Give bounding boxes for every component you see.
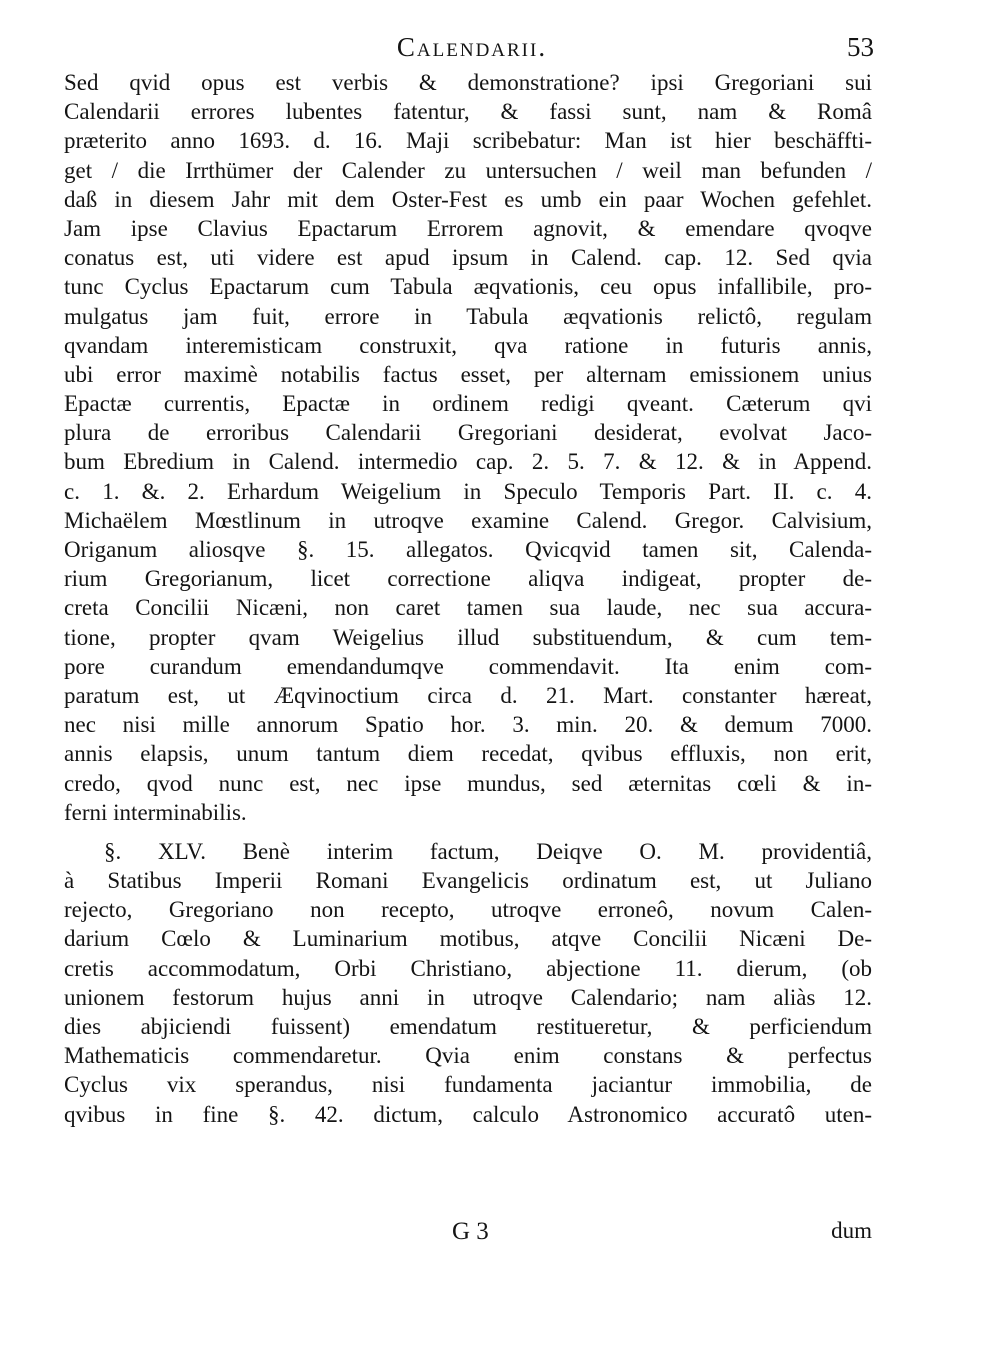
text-line: conatus est, uti videre est apud ipsum in Calend. cap. 12. Sed qvia: [64, 245, 872, 271]
text-line: rejecto, Gregoriano non recepto, utroqve erroneô, novum Calen-: [64, 897, 872, 923]
text-line: Calendarii errores lubentes fatentur, & fassi sunt, nam & Româ: [64, 99, 872, 125]
text-line: Mathematicis commendaretur. Qvia enim constans & perfectus: [64, 1043, 872, 1069]
text-line: ubi error maximè notabilis factus esset, per alternam emissionem unius: [64, 361, 872, 387]
text-line: Sed qvid opus est verbis & demonstratione? ipsi Gregoriani sui: [64, 70, 872, 95]
text-line: tunc Cyclus Epactarum cum Tabula æqvationis, ceu opus infallibile, pro-: [64, 274, 872, 300]
text-line: paratum est, ut Æqvinoctium circa d. 21. Mart. constanter hæreat,: [64, 682, 872, 708]
text-line: cretis accommodatum, Orbi Christiano, abjectione 11. dierum, (ob: [64, 955, 872, 981]
text-line: præterito anno 1693. d. 16. Maji scribebatur: Man ist hier beschäffti-: [64, 128, 872, 154]
section-heading-line: §. XLV. Benè interim factum, Deiqve O. M. providentiâ,: [104, 838, 872, 864]
text-line: darium Cœlo & Luminarium motibus, atqve Concilii Nicæni De-: [64, 926, 872, 952]
text-line: daß in diesem Jahr mit dem Oster-Fest es umb ein paar Wochen gefehlet.: [64, 186, 872, 212]
text-line: get / die Irrthümer der Calender zu untersuchen / weil man befunden /: [64, 157, 872, 183]
text-line: Origanum aliosqve §. 15. allegatos. Qvicqvid tamen sit, Calenda-: [64, 537, 872, 562]
running-head: [64, 32, 880, 68]
body-text: [64, 68, 872, 1129]
text-line: Jam ipse Clavius Epactarum Errorem agnovit, & emendare qvoqve: [64, 215, 872, 241]
text-line: Epactæ currentis, Epactæ in ordinem redigi qveant. Cæterum qvi: [64, 391, 872, 417]
signature-mark: G 3: [452, 1218, 489, 1245]
text-line: bum Ebredium in Calend. intermedio cap. 2. 5. 7. & 12. & in Append.: [64, 449, 872, 475]
text-line: tione, propter qvam Weigelius illud substituendum, & cum tem-: [64, 624, 872, 650]
text-line: Cyclus vix sperandus, nisi fundamenta jaciantur immobilia, de: [64, 1072, 872, 1098]
text-line: creta Concilii Nicæni, non caret tamen sua laude, nec sua accura-: [64, 595, 872, 621]
text-line: unionem festorum hujus anni in utroqve Calendario; nam aliàs 12.: [64, 984, 872, 1010]
paragraph-end-line: ferni interminabilis.: [64, 799, 247, 825]
text-line: qvandam interemisticam construxit, qva ratione in futuris annis,: [64, 332, 872, 358]
text-line: nec nisi mille annorum Spatio hor. 3. min. 20. & demum 7000.: [64, 712, 872, 738]
text-line: qvibus in fine §. 42. dictum, calculo Astronomico accuratô uten-: [64, 1101, 872, 1127]
text-line: annis elapsis, unum tantum diem recedat, qvibus effluxis, non erit,: [64, 741, 872, 767]
text-line: mulgatus jam fuit, errore in Tabula æqvationis relictô, regulam: [64, 303, 872, 329]
text-line: dies abjiciendi fuissent) emendatum restitueretur, & perficiendum: [64, 1014, 872, 1039]
page-number: 53: [847, 32, 874, 62]
catchword: dum: [831, 1218, 872, 1243]
text-line: Michaëlem Mœstlinum in utroqve examine Calend. Gregor. Calvisium,: [64, 507, 872, 533]
text-line: à Statibus Imperii Romani Evangelicis ordinatum est, ut Juliano: [64, 868, 872, 894]
text-line: pore curandum emendandumqve commendavit. Ita enim com-: [64, 653, 872, 679]
text-line: credo, qvod nunc est, nec ipse mundus, sed æternitas cœli & in-: [64, 770, 872, 796]
running-title: Calendarii.: [396, 32, 548, 62]
text-line: c. 1. &. 2. Erhardum Weigelium in Speculo Temporis Part. II. c. 4.: [64, 478, 872, 504]
text-line: rium Gregorianum, licet correctione aliqva indigeat, propter de-: [64, 566, 872, 592]
page-footer: [64, 1218, 872, 1250]
text-line: plura de erroribus Calendarii Gregoriani desiderat, evolvat Jaco-: [64, 420, 872, 446]
